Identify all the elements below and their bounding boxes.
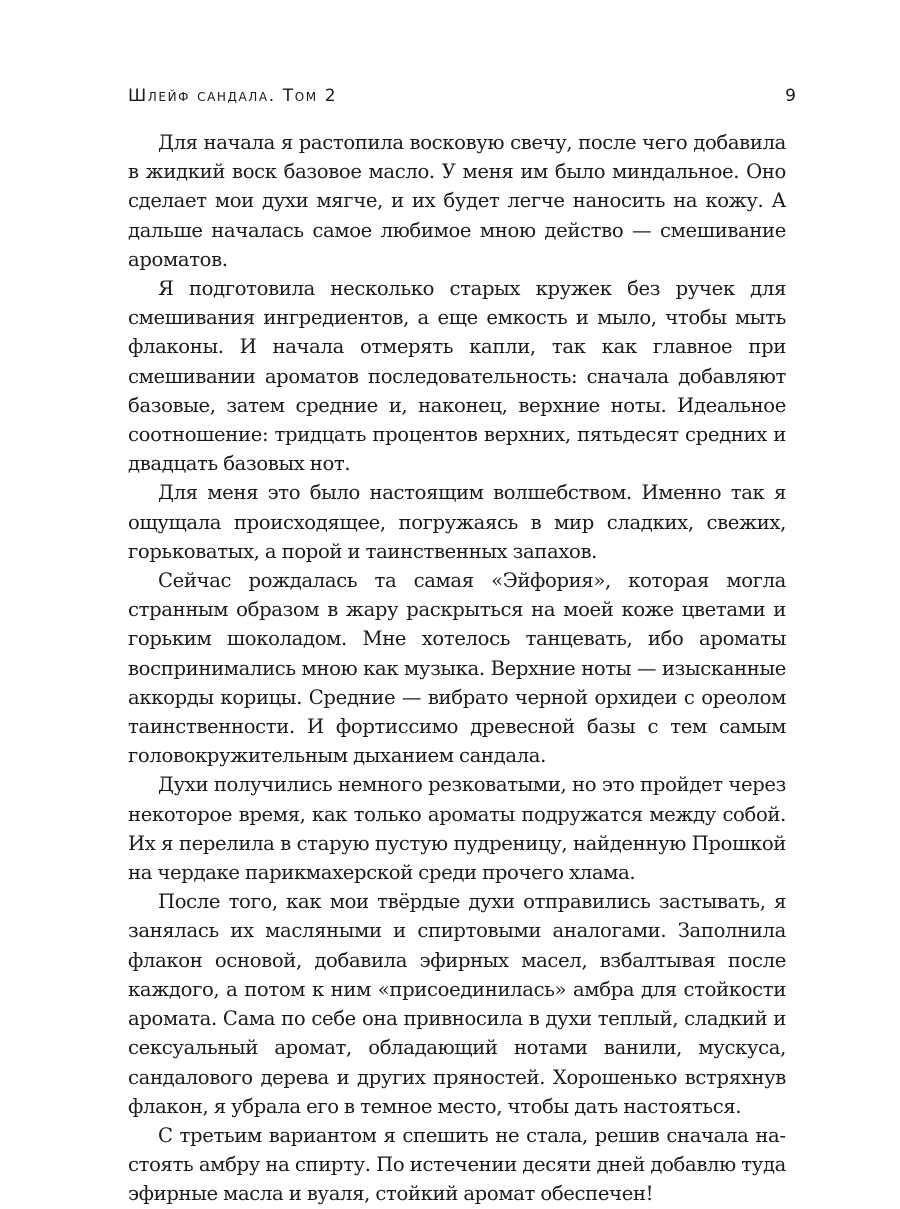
paragraph: Для начала я растопила восковую свечу, после чего добавила в жидкий воск базовое масло. У меня им было миндальное. Оно сделает мои духи мягче, и их будет легче наносить на кожу. А дальше началась самое любимое мною действо — смешивание ароматов. [128, 131, 786, 271]
paragraph: Для меня это было настоящим волшебством. Именно так я ощущала происходящее, погружаясь в мир сладких, свежих, горьковатых, а порой и таинственных запахов. [128, 481, 786, 563]
page-number: 9 [785, 86, 796, 106]
paragraph: Я подготовила несколько старых кружек без ручек для смешивания ингредиентов, а еще емкость и мыло, чтобы мыть флаконы. И начала отмерять капли, так как главное при смешивании ароматов последовательность: сначала добавляют базовые, затем средние и, наконец, верхние ноты. Идеальное соотношение: тридцать процентов верхних, пятьдесят средних и двадцать базовых нот. [128, 277, 786, 476]
paragraph: После того, как мои твёрдые духи отправились застывать, я занялась их масляными и спиртовыми аналогами. Заполнила флакон основой, добавила эфирных масел, взбалтывая после каждого, а потом к ним «присоединилась» амбра для стойкости аромата. Сама по себе она привносила в духи теплый, сладкий и сексуальный аромат, обладающий нотами ванили, мускуса, сандалового дерева и других пряностей. Хорошенько встряхнув флакон, я убрала его в темное место, чтобы дать настояться. [128, 890, 786, 1118]
body-text [128, 128, 786, 1209]
paragraph: Духи получились немного резковатыми, но это пройдет через некоторое время, как только ароматы подружатся между собой. Их я перелила в старую пустую пудреницу, найденную Прошкой на чердаке парикмахерской среди прочего хлама. [128, 773, 786, 885]
paragraph: С третьим вариантом я спешить не стала, решив сначала настоять амбру на спирту. По истечении десяти дней добавлю туда эфирные масла и вуаля, стойкий аромат обеспечен! [128, 1123, 786, 1206]
paragraph: Сейчас рождалась та самая «Эйфория», которая могла странным образом в жару раскрыться на моей коже цветами и горьким шоколадом. Мне хотелось танцевать, ибо ароматы воспринимались мною как музыка. Верхние ноты — изысканные аккорды корицы. Средние — вибрато черной орхидеи с ореолом таинственности. И фортиссимо древесной базы с тем самым головокружительным дыханием сандала. [128, 569, 786, 768]
running-title: Шлейф сандала. Том 2 [128, 86, 338, 106]
running-head [128, 86, 796, 110]
